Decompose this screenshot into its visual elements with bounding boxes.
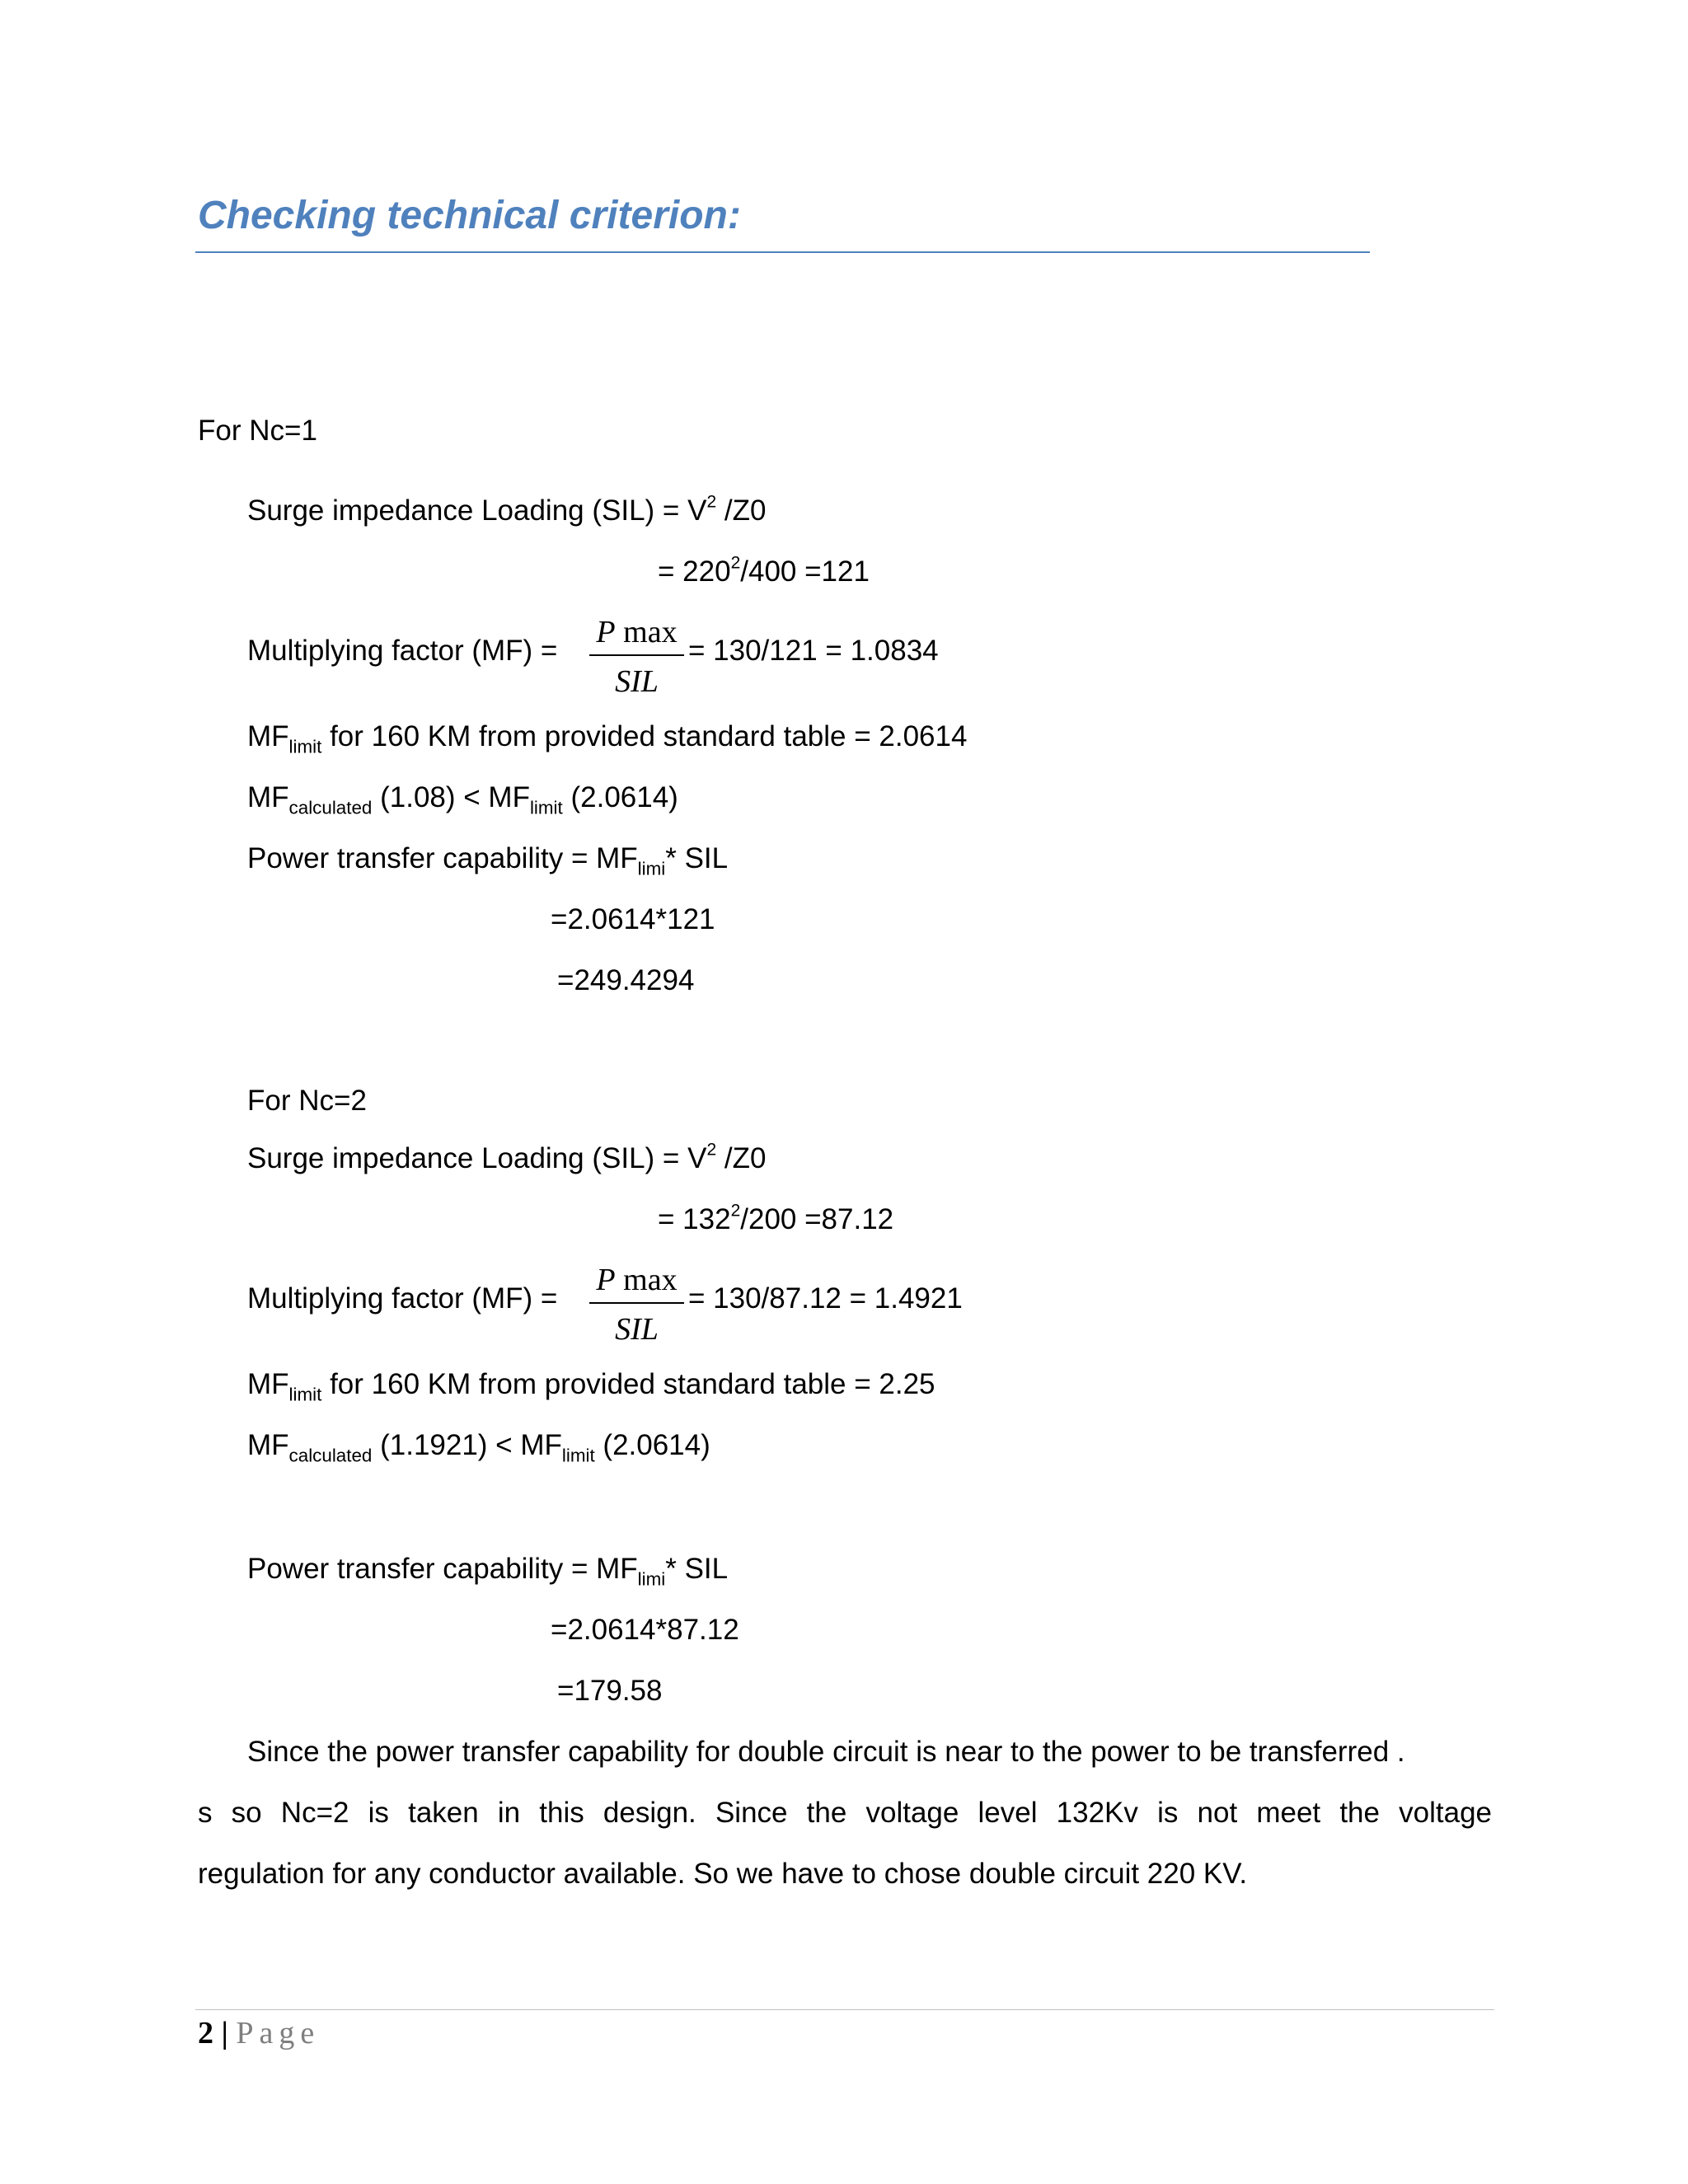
nc2-mf-label: Multiplying factor (MF) = bbox=[247, 1282, 558, 1315]
section-heading: Checking technical criterion: bbox=[198, 194, 741, 237]
page-word: Page bbox=[236, 2016, 321, 2050]
page-footer bbox=[198, 2018, 320, 2049]
nc2-mf-result: = 130/87.12 = 1.4921 bbox=[688, 1282, 963, 1315]
nc2-mf-limit: $MF_{limit}$ for 160 KM from provided standard table = 2.25 bbox=[247, 1368, 935, 1405]
nc2-mf-comparison: $MF_{calculated}$ $(1.1921) < MF_{limit}$ (2.0614) bbox=[247, 1429, 710, 1466]
nc1-power-transfer: Power transfer capability = $MF_{limi}*$ SIL bbox=[247, 842, 729, 879]
nc2-power-calc: =2.0614*87.12 bbox=[551, 1614, 739, 1646]
nc1-power-calc: =2.0614*121 bbox=[551, 903, 715, 935]
footer-rule bbox=[195, 2009, 1494, 2010]
nc1-mf-label: Multiplying factor (MF) = bbox=[247, 635, 558, 667]
nc2-power-transfer: Power transfer capability = $MF_{limi}*$ SIL bbox=[247, 1553, 729, 1590]
nc2-mf-fraction: P max SIL bbox=[589, 1264, 684, 1345]
nc2-power-result: =179.58 bbox=[557, 1675, 663, 1707]
nc1-power-result: =249.4294 bbox=[557, 964, 695, 996]
nc1-label: For Nc=1 bbox=[198, 415, 317, 447]
nc2-sil-calc: = $132^2/200 =87.12$ bbox=[658, 1201, 894, 1235]
nc1-mf-limit: $MF_{limit}$ for 160 KM from provided standard table = 2.0614 bbox=[247, 720, 968, 757]
nc1-mf-comparison: $MF_{calculated}$ $(1.08) < MF_{limit}$ (2.0614) bbox=[247, 781, 678, 818]
conclusion-line-1: Since the power transfer capability for double circuit is near to the power to be transferred . bbox=[247, 1736, 1405, 1768]
nc1-mf-result: = 130/121 = 1.0834 bbox=[688, 635, 939, 667]
nc1-sil-formula: Surge impedance Loading $(SIL) = V^2$ /Z0 bbox=[247, 492, 767, 527]
heading-underline bbox=[195, 251, 1370, 253]
conclusion-line-3: regulation for any conductor available. So we have to chose double circuit 220 KV. bbox=[198, 1858, 1248, 1890]
nc1-mf-fraction: P max SIL bbox=[589, 616, 684, 697]
nc2-sil-formula: Surge impedance Loading $(SIL) = V^2$ /Z0 bbox=[247, 1140, 767, 1174]
nc1-sil-calc: = $220^2/400 =121$ bbox=[658, 553, 870, 588]
nc2-label: For Nc=2 bbox=[247, 1085, 367, 1117]
conclusion-line-2: s so Nc=2 is taken in this design. Since the voltage level 132Kv is not meet the voltage bbox=[198, 1797, 1492, 1829]
page-separator: | bbox=[221, 2016, 228, 2050]
page-number: 2 bbox=[198, 2016, 213, 2050]
